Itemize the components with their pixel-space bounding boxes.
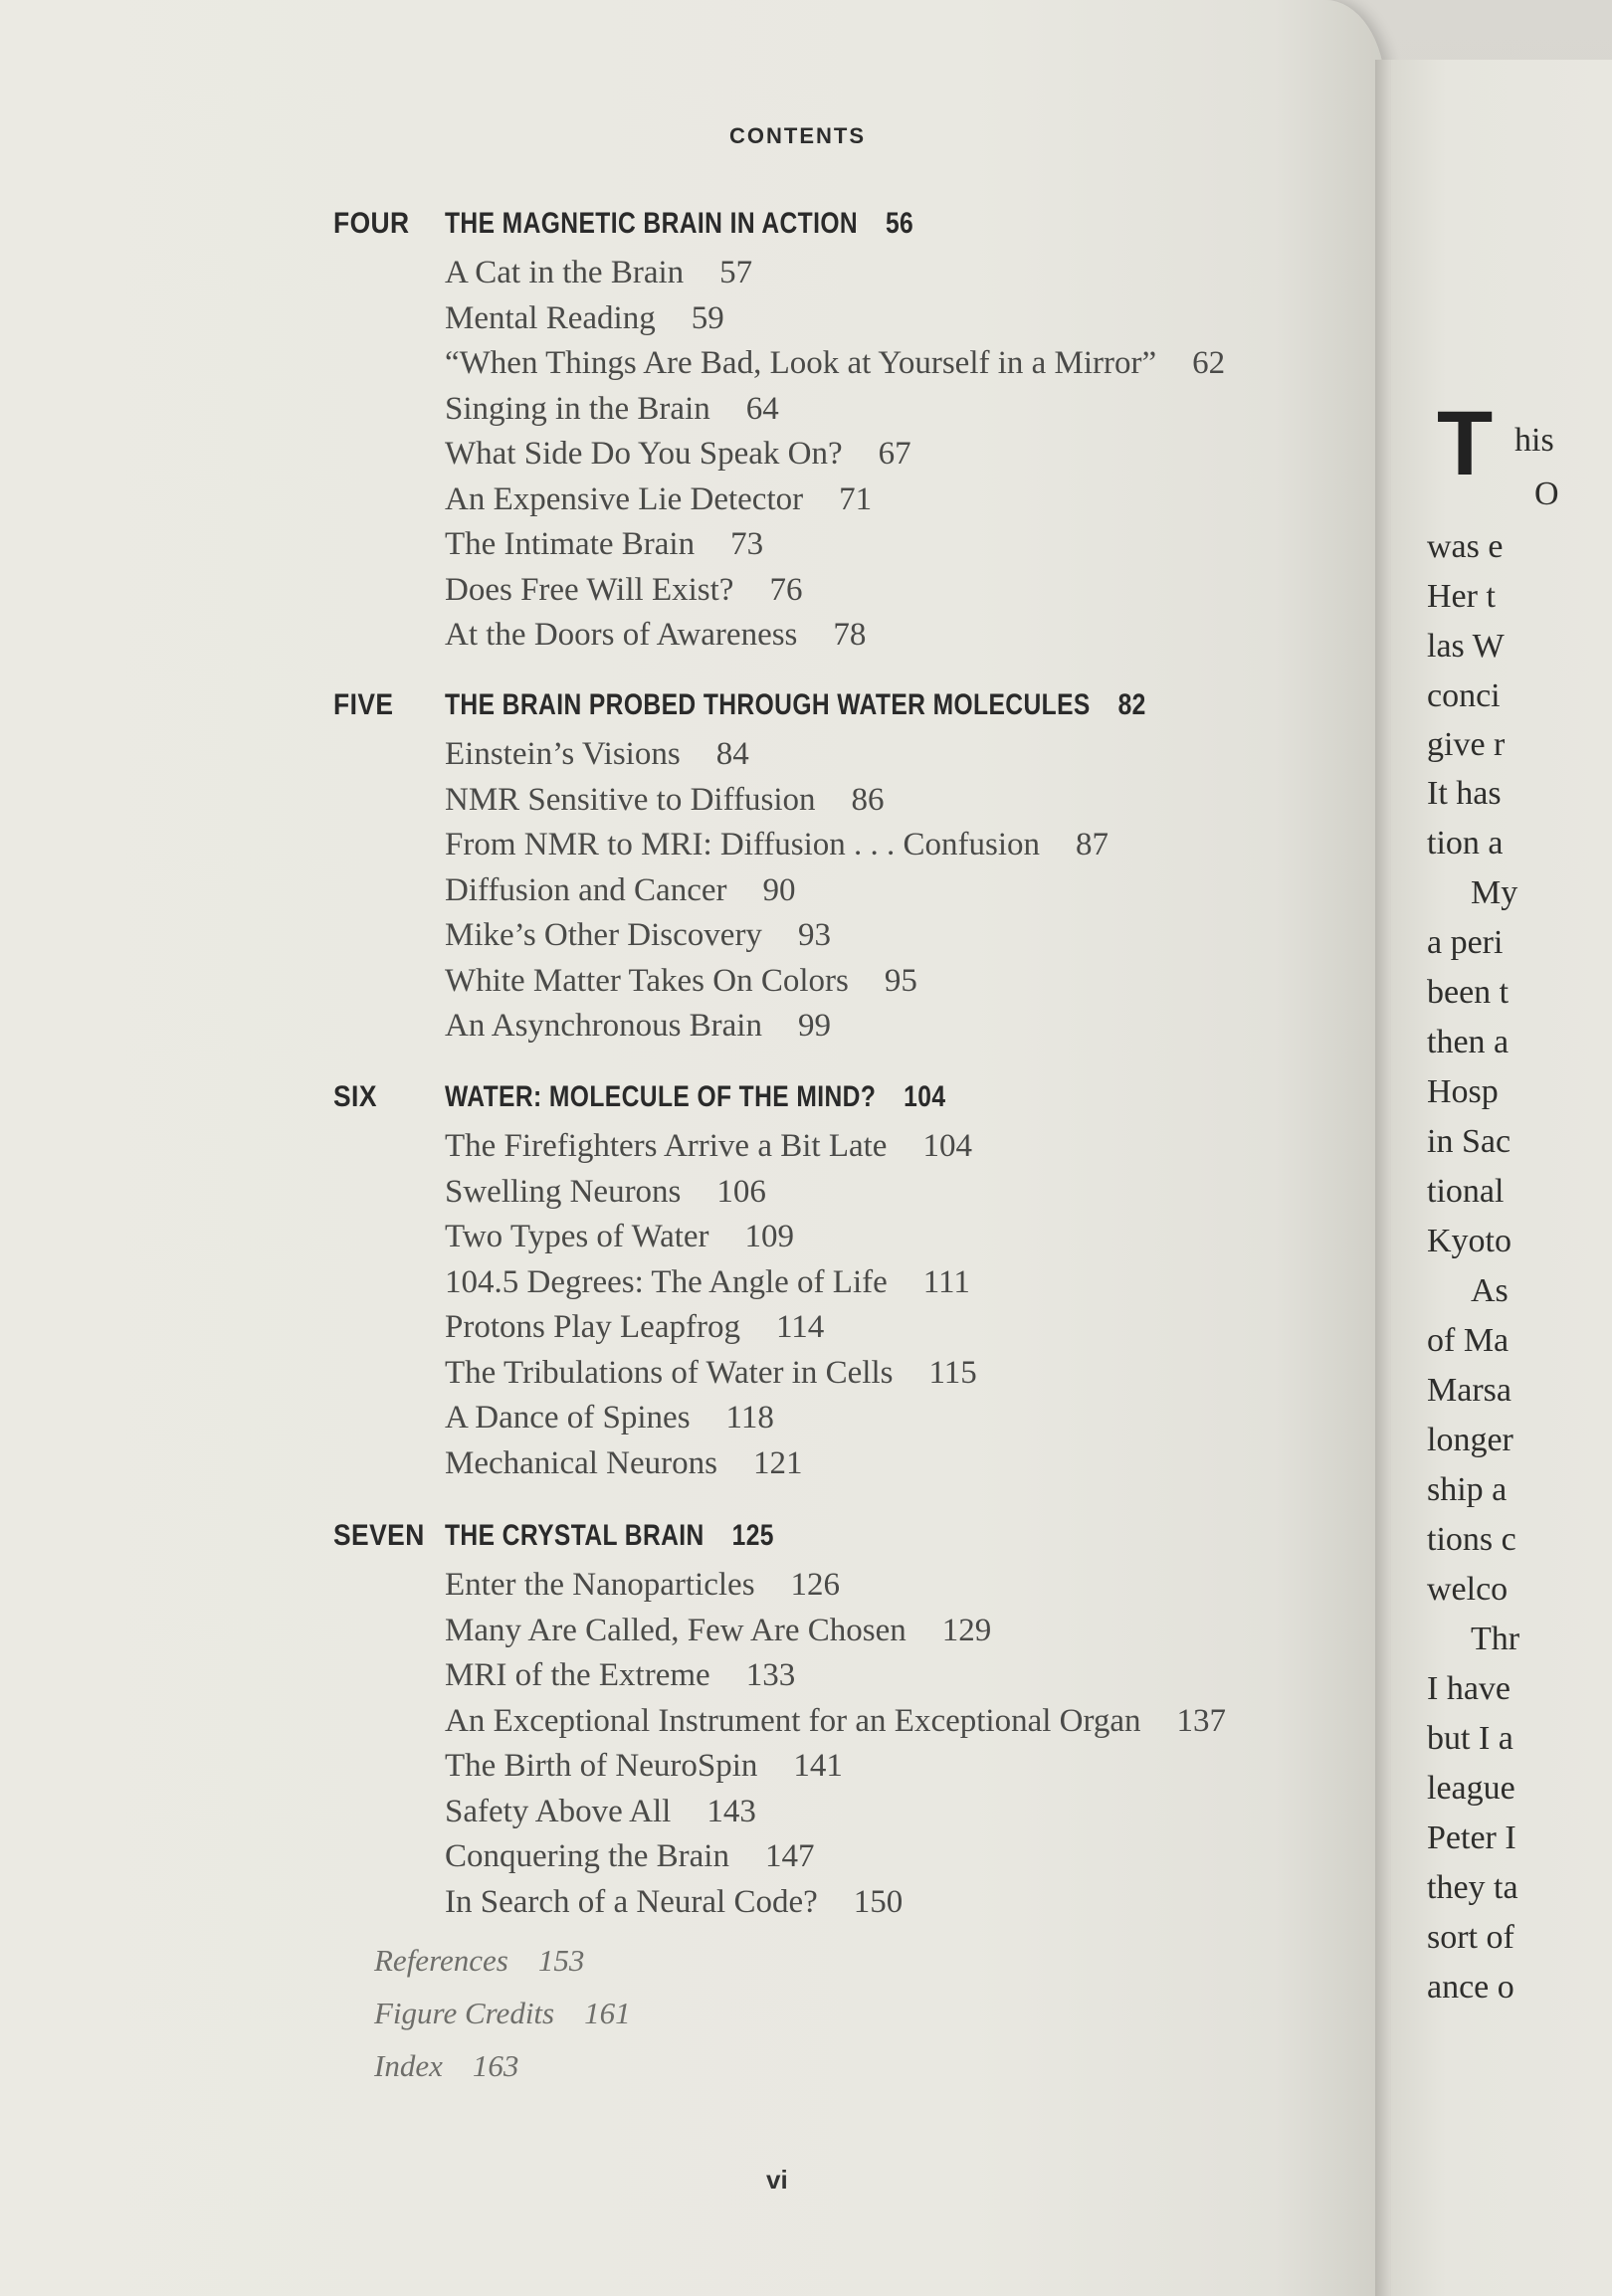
section-entry (445, 522, 1225, 568)
section-title: What Side Do You Speak On? (445, 436, 843, 472)
section-title: An Asynchronous Brain (445, 1008, 762, 1044)
chapter-title (445, 1080, 945, 1114)
section-page-number: 93 (797, 917, 831, 953)
section-title: Einstein’s Visions (445, 736, 681, 772)
facing-page-line: ship a (1427, 1471, 1508, 1508)
section-entry (445, 1170, 977, 1216)
chapter-number: FOUR (333, 207, 410, 240)
facing-page-line: in Sac (1427, 1123, 1511, 1160)
section-title: Does Free Will Exist? (445, 571, 734, 608)
section-title: A Cat in the Brain (445, 255, 685, 290)
facing-page-line: My (1471, 874, 1518, 911)
section-entry (445, 1790, 1226, 1835)
chapter-page-number: 82 (1117, 688, 1146, 721)
facing-page-line: tional (1427, 1173, 1505, 1210)
section-title: NMR Sensitive to Diffusion (445, 781, 816, 818)
section-title: Two Types of Water (445, 1219, 709, 1254)
section-title: At the Doors of Awareness (445, 617, 798, 653)
section-page-number: 57 (719, 255, 753, 290)
facing-page-line: a peri (1427, 924, 1504, 961)
section-title: Singing in the Brain (445, 390, 710, 427)
back-matter-page-number: 153 (537, 1943, 585, 1978)
section-page-number: 106 (716, 1173, 766, 1210)
section-page-number: 87 (1076, 827, 1109, 862)
section-page-number: 71 (839, 480, 873, 517)
back-matter-list (374, 1934, 631, 2092)
section-entry (445, 1004, 1108, 1050)
section-title: 104.5 Degrees: The Angle of Life (445, 1263, 888, 1300)
section-entry (445, 1124, 977, 1170)
section-page-number: 126 (790, 1567, 841, 1603)
page-folio: vi (766, 2165, 788, 2195)
facing-page-line: but I a (1427, 1720, 1513, 1757)
section-title: The Firefighters Arrive a Bit Late (445, 1128, 888, 1164)
section-entry (445, 1880, 1226, 1926)
section-page-number: 137 (1176, 1702, 1227, 1739)
section-entry (445, 778, 1108, 824)
chapter-title (445, 1519, 774, 1553)
section-page-number: 111 (922, 1263, 970, 1300)
section-page-number: 129 (941, 1612, 992, 1648)
section-page-number: 121 (752, 1444, 803, 1481)
back-matter-entry (374, 1987, 631, 2039)
section-page-number: 62 (1192, 345, 1226, 381)
facing-page-line: ance o (1427, 1969, 1514, 2006)
facing-page-line: Kyoto (1427, 1223, 1511, 1259)
back-matter-title: Index (374, 2048, 443, 2083)
facing-page-line: tions c (1427, 1521, 1516, 1558)
section-entry (445, 1744, 1226, 1790)
facing-page-line: league (1427, 1770, 1515, 1807)
section-title: From NMR to MRI: Diffusion . . . Confusion (445, 827, 1041, 862)
section-title: Enter the Nanoparticles (445, 1567, 755, 1603)
chapter-page-number: 125 (731, 1519, 774, 1552)
facing-page-line: Peter I (1427, 1819, 1516, 1856)
section-entry (445, 913, 1108, 959)
section-title: An Expensive Lie Detector (445, 480, 804, 517)
section-title: A Dance of Spines (445, 1400, 691, 1435)
section-title: Mechanical Neurons (445, 1444, 717, 1481)
section-title: Conquering the Brain (445, 1838, 729, 1874)
chapter-title (445, 688, 1146, 722)
chapter-title-text: THE CRYSTAL BRAIN (445, 1519, 705, 1552)
section-title: Safety Above All (445, 1793, 672, 1829)
section-list (445, 1124, 977, 1486)
section-entry (445, 341, 1225, 387)
facing-page-line: tion a (1427, 825, 1504, 861)
facing-page-line: Hosp (1427, 1073, 1499, 1110)
facing-page-line: sort of (1427, 1919, 1514, 1956)
back-matter-entry (374, 2039, 631, 2092)
section-entry (445, 478, 1225, 523)
chapter-number: FIVE (333, 688, 394, 721)
running-head: CONTENTS (729, 123, 866, 148)
facing-page-line: was e (1427, 528, 1504, 565)
section-page-number: 73 (730, 526, 764, 562)
section-title: The Birth of NeuroSpin (445, 1748, 758, 1784)
section-entry (445, 1441, 977, 1487)
section-page-number: 118 (725, 1400, 774, 1435)
section-page-number: 115 (928, 1354, 977, 1391)
chapter-title-text: WATER: MOLECULE OF THE MIND? (445, 1080, 877, 1113)
section-entry (445, 732, 1108, 778)
section-page-number: 147 (764, 1838, 815, 1874)
back-matter-page-number: 161 (584, 1996, 631, 2030)
section-title: The Intimate Brain (445, 526, 696, 562)
section-page-number: 78 (833, 617, 867, 653)
section-list (445, 251, 1225, 659)
section-entry (445, 387, 1225, 433)
section-page-number: 64 (745, 390, 779, 427)
section-list (445, 732, 1108, 1050)
section-page-number: 141 (793, 1748, 843, 1784)
section-page-number: 59 (691, 299, 724, 336)
facing-page-line: then a (1427, 1024, 1510, 1060)
right-page (1391, 60, 1612, 2296)
chapter-number: SIX (333, 1080, 377, 1113)
section-entry (445, 1215, 977, 1260)
drop-cap: T (1437, 393, 1494, 494)
section-title: Swelling Neurons (445, 1173, 682, 1210)
facing-page-line: they ta (1427, 1869, 1518, 1906)
section-list (445, 1563, 1226, 1925)
facing-page-line: Marsa (1427, 1372, 1511, 1409)
facing-page-line: his (1514, 422, 1554, 459)
facing-page-line: As (1471, 1272, 1509, 1309)
section-entry (445, 296, 1225, 342)
section-page-number: 86 (851, 781, 885, 818)
section-title: Mental Reading (445, 299, 656, 336)
section-entry (445, 823, 1108, 868)
facing-page-line: Thr (1471, 1621, 1520, 1657)
section-page-number: 67 (878, 436, 911, 472)
section-entry (445, 959, 1108, 1005)
section-page-number: 143 (706, 1793, 756, 1829)
facing-page-line: been t (1427, 974, 1510, 1011)
section-entry (445, 868, 1108, 914)
facing-page-line: conci (1427, 677, 1501, 714)
chapter-title-text: THE MAGNETIC BRAIN IN ACTION (445, 207, 859, 240)
section-title: In Search of a Neural Code? (445, 1883, 818, 1920)
facing-page-line: I have (1427, 1670, 1511, 1707)
section-page-number: 114 (775, 1309, 825, 1345)
section-page-number: 84 (715, 736, 749, 772)
section-entry (445, 432, 1225, 478)
section-entry (445, 1305, 977, 1351)
section-title: Diffusion and Cancer (445, 871, 727, 908)
section-page-number: 104 (922, 1128, 972, 1164)
facing-page-line: las W (1427, 628, 1505, 665)
section-page-number: 76 (769, 571, 803, 608)
section-page-number: 95 (884, 962, 917, 999)
chapter-number: SEVEN (333, 1519, 425, 1552)
chapter-title (445, 207, 913, 241)
chapter-page-number: 104 (904, 1080, 946, 1113)
section-title: Protons Play Leapfrog (445, 1309, 740, 1345)
section-page-number: 99 (797, 1008, 831, 1044)
section-title: Many Are Called, Few Are Chosen (445, 1612, 907, 1648)
section-title: The Tribulations of Water in Cells (445, 1354, 894, 1391)
section-page-number: 109 (744, 1219, 795, 1254)
chapter-page-number: 56 (885, 207, 914, 240)
back-matter-entry (374, 1934, 631, 1987)
section-page-number: 150 (853, 1883, 904, 1920)
section-entry (445, 1260, 977, 1306)
section-title: MRI of the Extreme (445, 1657, 710, 1693)
facing-page-line: longer (1427, 1422, 1513, 1458)
section-entry (445, 568, 1225, 614)
facing-page-line: of Ma (1427, 1322, 1510, 1359)
facing-page-line: Her t (1427, 578, 1496, 615)
section-entry (445, 1834, 1226, 1880)
section-title: An Exceptional Instrument for an Exceptional Organ (445, 1702, 1141, 1739)
chapter-title-text: THE BRAIN PROBED THROUGH WATER MOLECULES (445, 688, 1091, 721)
back-matter-title: References (374, 1943, 508, 1978)
section-title: “When Things Are Bad, Look at Yourself in a Mirror” (445, 345, 1157, 381)
section-entry (445, 1351, 977, 1397)
section-page-number: 90 (762, 871, 796, 908)
section-entry (445, 1609, 1226, 1654)
section-title: Mike’s Other Discovery (445, 917, 762, 953)
facing-page-line: give r (1427, 726, 1506, 763)
section-entry (445, 1699, 1226, 1745)
section-entry (445, 251, 1225, 296)
section-entry (445, 1653, 1226, 1699)
section-entry (445, 613, 1225, 659)
facing-page-line: welco (1427, 1571, 1509, 1608)
section-entry (445, 1396, 977, 1441)
back-matter-title: Figure Credits (374, 1996, 555, 2030)
facing-page-line: O (1534, 476, 1559, 512)
back-matter-page-number: 163 (472, 2048, 519, 2083)
section-page-number: 133 (745, 1657, 796, 1693)
section-entry (445, 1563, 1226, 1609)
facing-page-line: It has (1427, 775, 1502, 812)
section-title: White Matter Takes On Colors (445, 962, 849, 999)
